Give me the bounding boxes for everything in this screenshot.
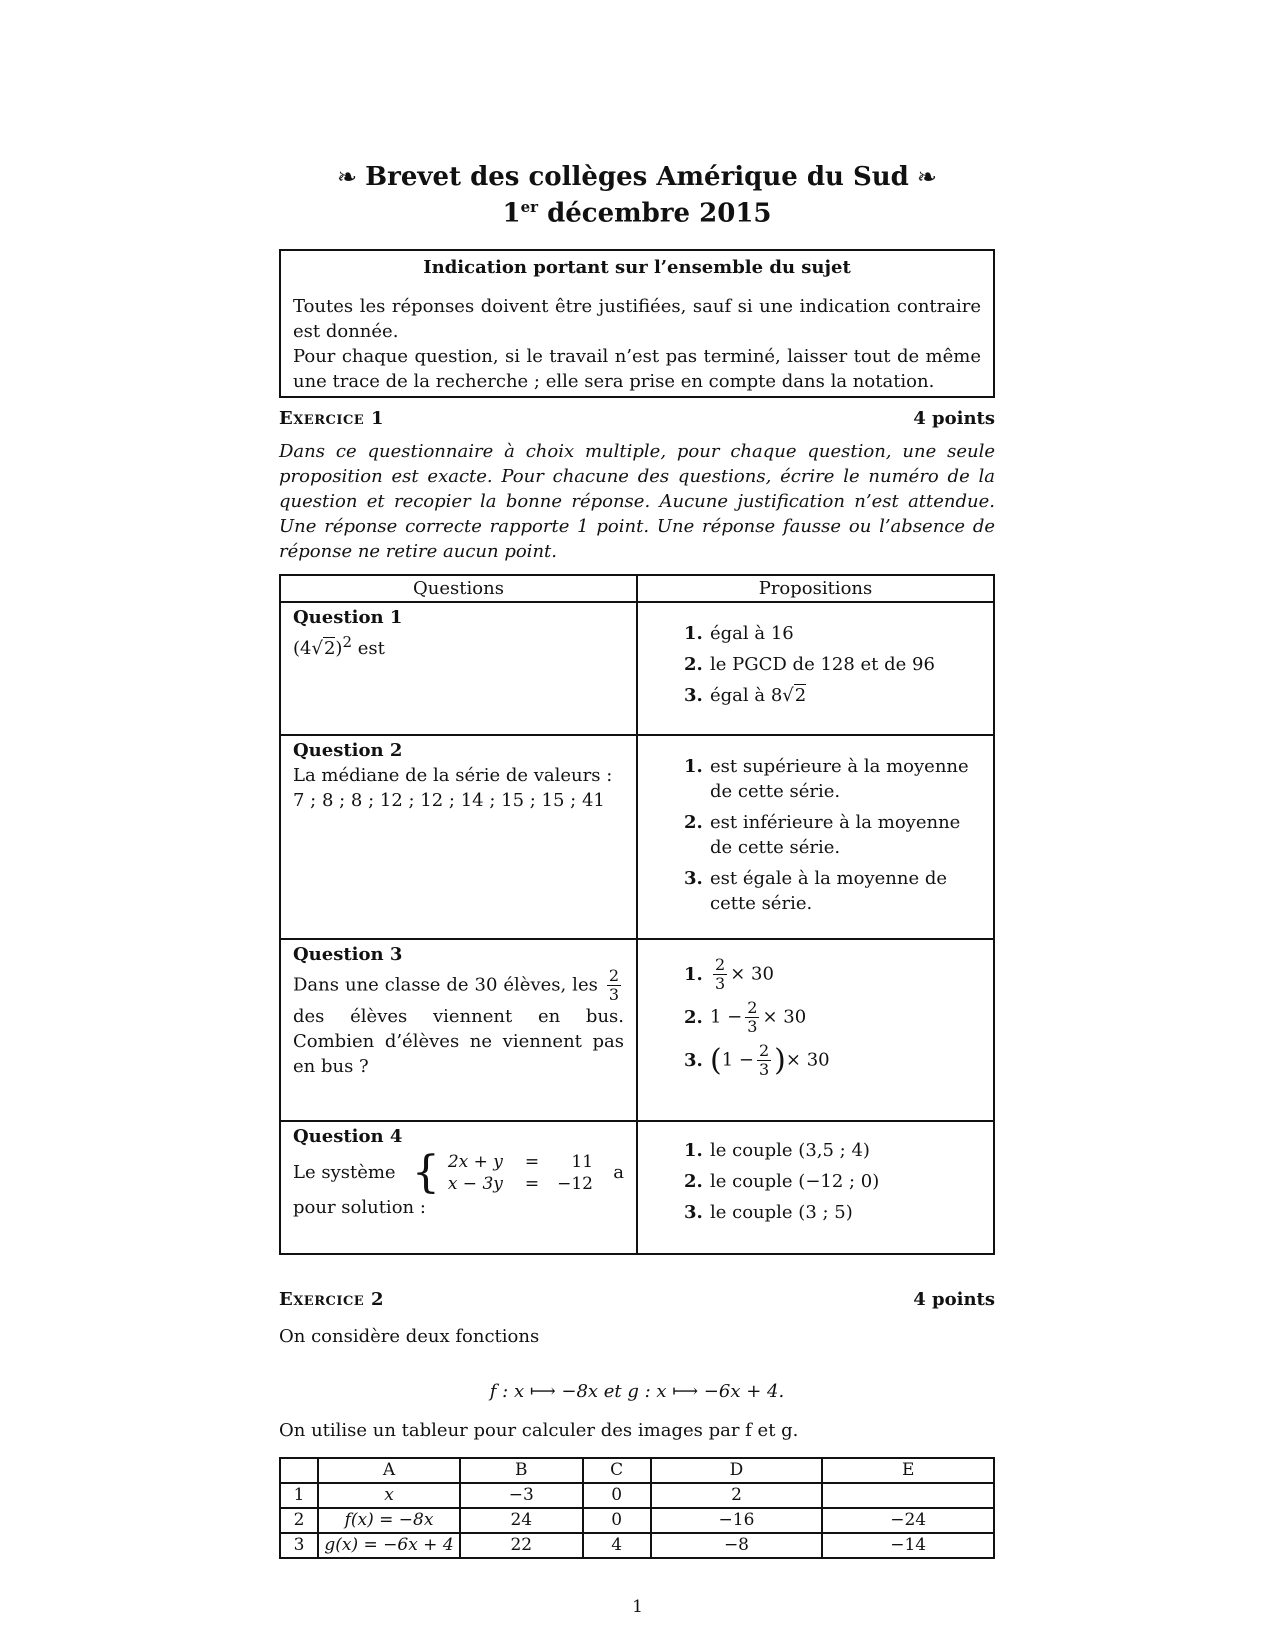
- indication-heading: Indication portant sur l’ensemble du sujet: [423, 256, 851, 278]
- sheet-row-3: [280, 1533, 994, 1558]
- sheet-cell: 2: [280, 1508, 318, 1533]
- exercise-2-line1: On considère deux fonctions: [279, 1325, 540, 1347]
- question-3-text: Dans une classe de 30 élèves, les $\frac{2}{3}$ des élèves viennent en bus. Combien d’élèves ne viennent pas en bus ?: [293, 965, 624, 1077]
- exercise-2-label: Exercice 2: [279, 1288, 384, 1310]
- sheet-cell: [822, 1483, 994, 1508]
- sheet-header-row: [280, 1458, 994, 1483]
- ornament-right-icon: ❧: [916, 163, 937, 191]
- sheet-corner-cell: [280, 1458, 318, 1483]
- spreadsheet-table: [279, 1457, 995, 1559]
- exercise-2-points: 4 points: [913, 1288, 995, 1310]
- sheet-cell: −14: [822, 1533, 994, 1558]
- exercise-2-line2: On utilise un tableur pour calculer des images par f et g.: [279, 1419, 799, 1441]
- page-content: [279, 162, 995, 1559]
- sheet-cell: −24: [822, 1508, 994, 1533]
- question-2-cell: [280, 735, 637, 939]
- question-4-text-end: pour solution :: [293, 1196, 426, 1218]
- exercise-1-intro: Dans ce questionnaire à choix multiple, pour chaque question, une seule proposition est exacte. Pour chacune des questions, écrire le numéro de la question et recopier la bonne réponse. Aucune justification n’est attendue. Une réponse correcte rapporte 1 point. Une réponse fausse ou l’absence de réponse ne retire aucun point.: [279, 440, 995, 562]
- q2-proposition-3: 3. est égale à la moyenne de cette série.: [684, 867, 948, 914]
- document-title: [279, 162, 995, 229]
- indication-box: [279, 249, 995, 398]
- exercise-2-functions: f : x ⟼ −8x et g : x ⟼ −6x + 4.: [489, 1380, 785, 1402]
- q3-proposition-2: 2. 1 − $\frac{2}{3}$ × 30: [684, 997, 807, 1036]
- sheet-cell: 4: [583, 1533, 651, 1558]
- question-2-series: 7 ; 8 ; 8 ; 12 ; 12 ; 14 ; 15 ; 15 ; 41: [293, 789, 605, 811]
- title-date: décembre 2015: [547, 198, 772, 229]
- sheet-cell: 2: [651, 1483, 823, 1508]
- sheet-cell: −3: [460, 1483, 583, 1508]
- question-3-label: Question 3: [293, 943, 403, 965]
- sheet-cell: 3: [280, 1533, 318, 1558]
- question-2-text: La médiane de la série de valeurs :: [293, 764, 613, 786]
- qcm-header-row: [280, 575, 994, 602]
- page-number: 1: [632, 1597, 643, 1617]
- sheet-cell: 24: [460, 1508, 583, 1533]
- exercise-1-header: [279, 408, 995, 429]
- q1-proposition-2: 2. le PGCD de 128 et de 96: [684, 653, 935, 675]
- question-4-row: [280, 1121, 994, 1254]
- question-4-system: Le système { 2x + y = 11 x − 3y = −12 a: [293, 1146, 624, 1198]
- q4-proposition-1: 1. le couple (3,5 ; 4): [684, 1139, 870, 1161]
- ornament-left-icon: ❧: [337, 163, 358, 191]
- title-day: 1: [502, 198, 521, 229]
- sheet-cell: g(x) = −6x + 4: [318, 1533, 460, 1558]
- sheet-col-b: B: [460, 1458, 583, 1483]
- question-4-cell: [280, 1121, 637, 1254]
- sheet-cell: 1: [280, 1483, 318, 1508]
- q4-proposition-2: 2. le couple (−12 ; 0): [684, 1170, 880, 1192]
- q3-proposition-1: 1. $\frac{2}{3}$ × 30: [684, 954, 774, 993]
- exercise-1-points: 4 points: [913, 407, 995, 429]
- sheet-cell: 0: [583, 1508, 651, 1533]
- sheet-cell: f(x) = −8x: [318, 1508, 460, 1533]
- question-3-cell: [280, 939, 637, 1121]
- question-3-row: [280, 939, 994, 1121]
- question-1-cell: [280, 602, 637, 735]
- sheet-row-1: [280, 1483, 994, 1508]
- sheet-cell: −8: [651, 1533, 823, 1558]
- sheet-row-2: [280, 1508, 994, 1533]
- question-2-propositions: [637, 735, 994, 939]
- question-2-row: [280, 735, 994, 939]
- sheet-col-a: A: [318, 1458, 460, 1483]
- question-1-label: Question 1: [293, 606, 403, 628]
- sheet-col-d: D: [651, 1458, 823, 1483]
- question-3-propositions: [637, 939, 994, 1121]
- indication-paragraph-1: Toutes les réponses doivent être justifiées, sauf si une indication contraire est donnée.: [293, 295, 981, 342]
- title-line1: Brevet des collèges Amérique du Sud: [365, 162, 909, 192]
- exercise-2-header: [279, 1289, 995, 1310]
- sheet-cell: x: [318, 1483, 460, 1508]
- col-questions-header: Questions: [280, 575, 637, 602]
- sheet-cell: 0: [583, 1483, 651, 1508]
- q2-proposition-2: 2. est inférieure à la moyenne de cette série.: [684, 811, 961, 858]
- question-4-label: Question 4: [293, 1125, 403, 1147]
- q1-proposition-3: 3. égal à 8√2: [684, 684, 807, 706]
- title-day-sup: er: [520, 198, 539, 216]
- exercise-1-label: Exercice 1: [279, 407, 384, 429]
- qcm-table: [279, 574, 995, 1255]
- q1-proposition-1: 1. égal à 16: [684, 622, 794, 644]
- sheet-cell: −16: [651, 1508, 823, 1533]
- q4-proposition-3: 3. le couple (3 ; 5): [684, 1201, 853, 1223]
- indication-paragraph-2: Pour chaque question, si le travail n’est pas terminé, laisser tout de même une trace de la recherche ; elle sera prise en compte dans la notation.: [293, 345, 981, 392]
- question-1-text: $(4√2)^2$ est: [293, 632, 385, 659]
- question-1-row: [280, 602, 994, 735]
- question-4-propositions: [637, 1121, 994, 1254]
- question-1-propositions: [637, 602, 994, 735]
- sheet-cell: 22: [460, 1533, 583, 1558]
- sheet-col-e: E: [822, 1458, 994, 1483]
- col-propositions-header: Propositions: [637, 575, 994, 602]
- q2-proposition-1: 1. est supérieure à la moyenne de cette série.: [684, 755, 969, 802]
- question-2-label: Question 2: [293, 739, 403, 761]
- sheet-col-c: C: [583, 1458, 651, 1483]
- q3-proposition-3: 3. (1 − $\frac{2}{3}$ )× 30: [684, 1040, 830, 1079]
